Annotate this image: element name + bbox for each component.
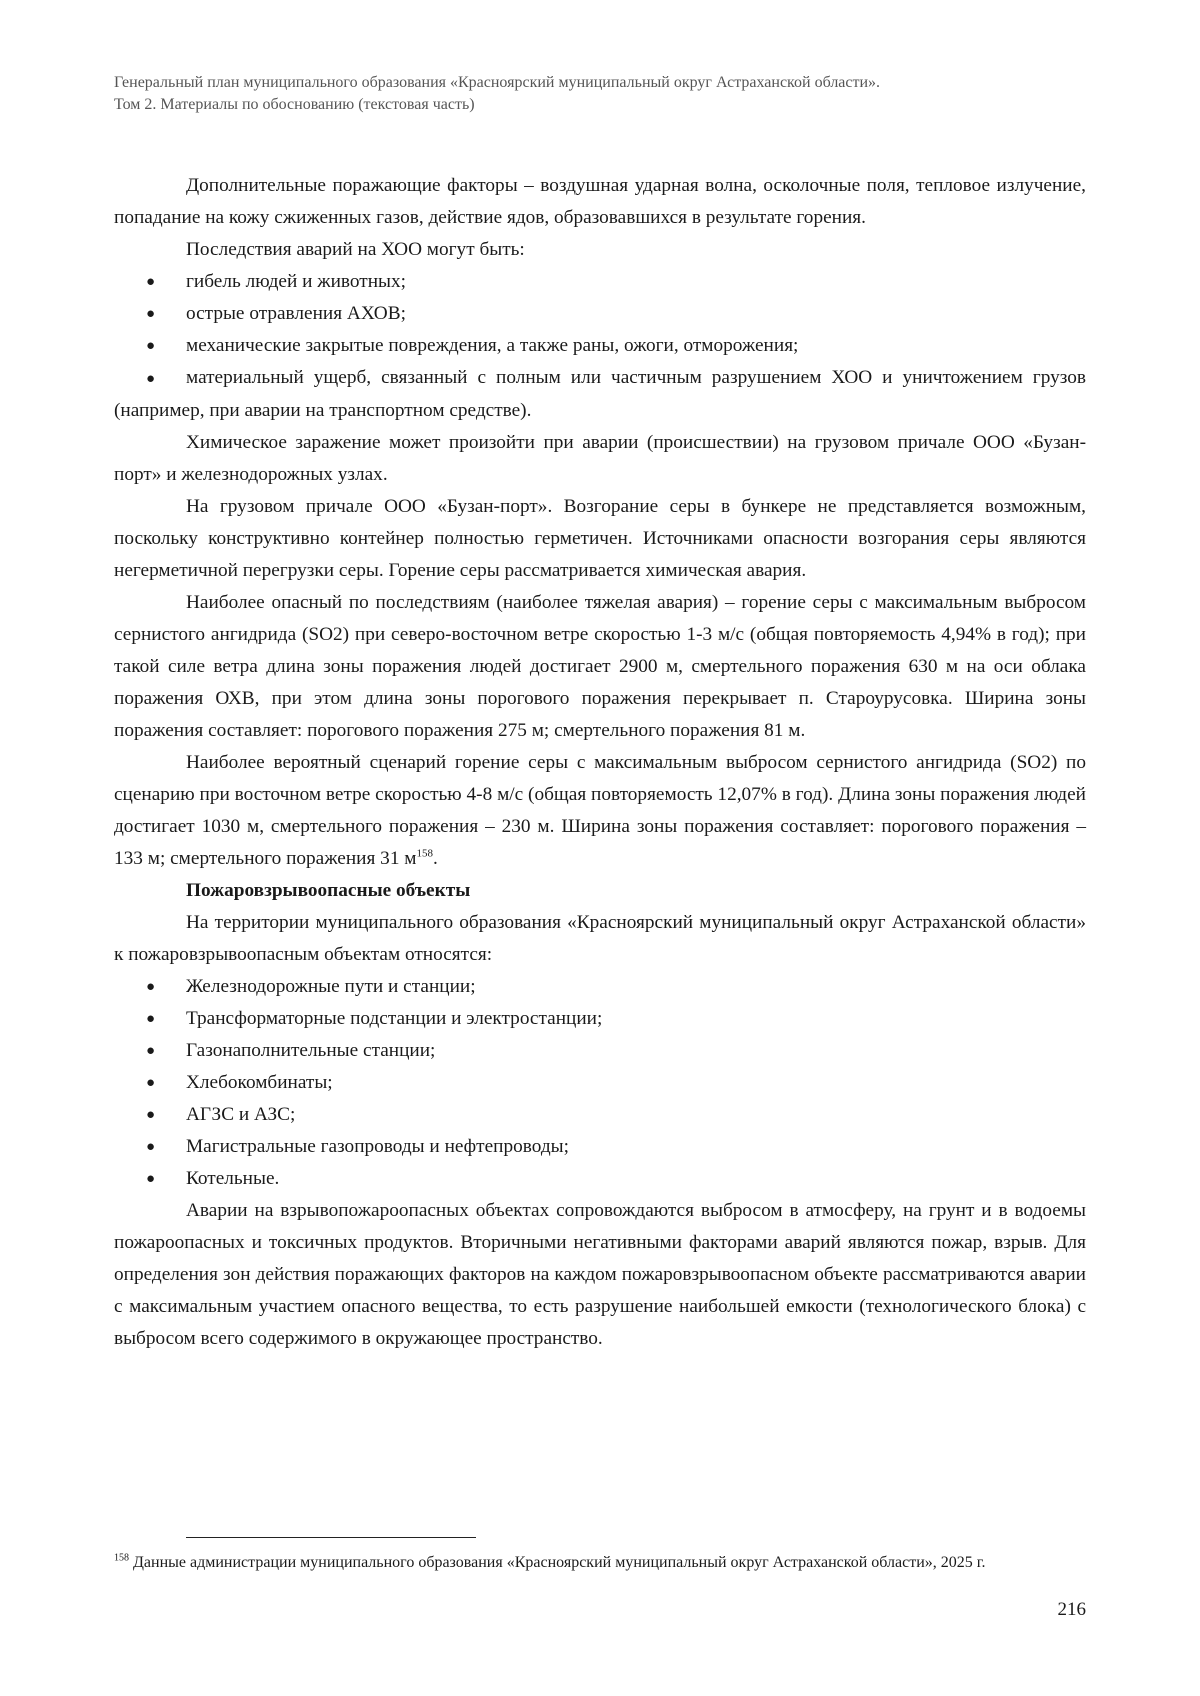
- paragraph-consequences-intro: Последствия аварий на ХОО могут быть:: [186, 239, 525, 260]
- list-item: ● Котельные.: [114, 1163, 1086, 1195]
- paragraph-cargo-berth: На грузовом причале ООО «Бузан-порт». Возгорание серы в бункере не представляется возможным, поскольку конструктивно контейнер полностью герметичен. Источниками опасности возгорания серы являются негерметичной перегрузки серы. Горение серы рассматривается химическая авария.: [114, 496, 1086, 581]
- bullet-icon: ●: [146, 1011, 156, 1027]
- paragraph-chem-contamination: Химическое заражение может произойти при аварии (происшествии) на грузовом причале ООО «Бузан-порт» и железнодорожных узлах.: [114, 432, 1086, 485]
- list-item: ● острые отравления АХОВ;: [114, 298, 1086, 330]
- page-number: 216: [1057, 1599, 1086, 1620]
- footnote-text: Данные администрации муниципального образования «Красноярский муниципальный округ Астраханской области», 2025 г.: [129, 1554, 986, 1571]
- list-item: ● материальный ущерб, связанный с полным или частичным разрушением ХОО и уничтожением грузов (например, при аварии на транспортном средстве).: [114, 367, 1086, 421]
- footnote-number: 158: [114, 1552, 129, 1564]
- list-item: ● механические закрытые повреждения, а также раны, ожоги, отморожения;: [114, 330, 1086, 362]
- header-line-1: Генеральный план муниципального образования «Красноярский муниципальный округ Астраханской области».: [114, 74, 881, 91]
- list-item: ● Трансформаторные подстанции и электростанции;: [114, 1003, 1086, 1035]
- bullet-icon: ●: [146, 1139, 156, 1155]
- list-item: ● Железнодорожные пути и станции;: [114, 971, 1086, 1003]
- list-item: ● Хлебокомбинаты;: [114, 1067, 1086, 1099]
- bullet-icon: ●: [146, 1075, 156, 1091]
- paragraph-most-dangerous: Наиболее опасный по последствиям (наиболее тяжелая авария) – горение серы с максимальным выбросом сернистого ангидрида (SO2) при северо-восточном ветре скоростью 1-3 м/с (общая повторяемость 4,94% в год); при такой силе ветра длина зоны поражения людей достигает 2900 м, смертельного поражения 630 м на оси облака поражения ОХВ, при этом длина зоны порогового поражения перекрывает п. Староурусовка. Ширина зоны поражения составляет: порогового поражения 275 м; смертельного поражения 81 м.: [114, 592, 1086, 741]
- consequences-list: [114, 266, 1086, 427]
- section-heading: Пожаровзрывоопасные объекты: [186, 880, 471, 901]
- footnote-divider: [186, 1537, 476, 1538]
- list-item: ● Магистральные газопроводы и нефтепроводы;: [114, 1131, 1086, 1163]
- paragraph-accidents: Аварии на взрывопожароопасных объектах сопровождаются выбросом в атмосферу, на грунт и в водоемы пожароопасных и токсичных продуктов. Вторичными негативными факторами аварий являются пожар, взрыв. Для определения зон действия поражающих факторов на каждом пожаровзрывоопасном объекте рассматриваются аварии с максимальным участием опасного вещества, то есть разрушение наибольшей емкости (технологического блока) с выбросом всего содержимого в окружающее пространство.: [114, 1200, 1086, 1349]
- bullet-icon: ●: [146, 306, 156, 322]
- bullet-icon: ●: [146, 1107, 156, 1123]
- footnote-reference[interactable]: 158: [416, 847, 433, 860]
- list-item: ● АГЗС и АЗС;: [114, 1099, 1086, 1131]
- bullet-icon: ●: [146, 274, 156, 290]
- bullet-icon: ●: [146, 338, 156, 354]
- list-item: ● Газонаполнительные станции;: [114, 1035, 1086, 1067]
- footnote: [114, 1550, 1086, 1575]
- header-line-2: Том 2. Материалы по обоснованию (текстовая часть): [114, 96, 475, 113]
- body-text: [114, 170, 1086, 1355]
- running-header: [114, 72, 1089, 116]
- paragraph-most-probable: Наиболее вероятный сценарий горение серы с максимальным выбросом сернистого ангидрида (SO2) по сценарию при восточном ветре скоростью 4-8 м/с (общая повторяемость 12,07% в год). Длина зоны поражения людей достигает 1030 м, смертельного поражения – 230 м. Ширина зоны поражения составляет: порогового поражения – 133 м; смертельного поражения 31 $м^{158}$.: [114, 752, 1086, 869]
- fire-objects-list: [114, 971, 1086, 1195]
- bullet-icon: ●: [146, 1171, 156, 1187]
- paragraph-fire-intro: На территории муниципального образования «Красноярский муниципальный округ Астраханской области» к пожаровзрывоопасным объектам относятся:: [114, 912, 1086, 965]
- paragraph-additional-factors: Дополнительные поражающие факторы – воздушная ударная волна, осколочные поля, тепловое излучение, попадание на кожу сжиженных газов, действие ядов, образовавшихся в результате горения.: [114, 175, 1086, 228]
- bullet-icon: ●: [146, 1043, 156, 1059]
- list-item: ● гибель людей и животных;: [114, 266, 1086, 298]
- bullet-icon: ●: [146, 979, 156, 995]
